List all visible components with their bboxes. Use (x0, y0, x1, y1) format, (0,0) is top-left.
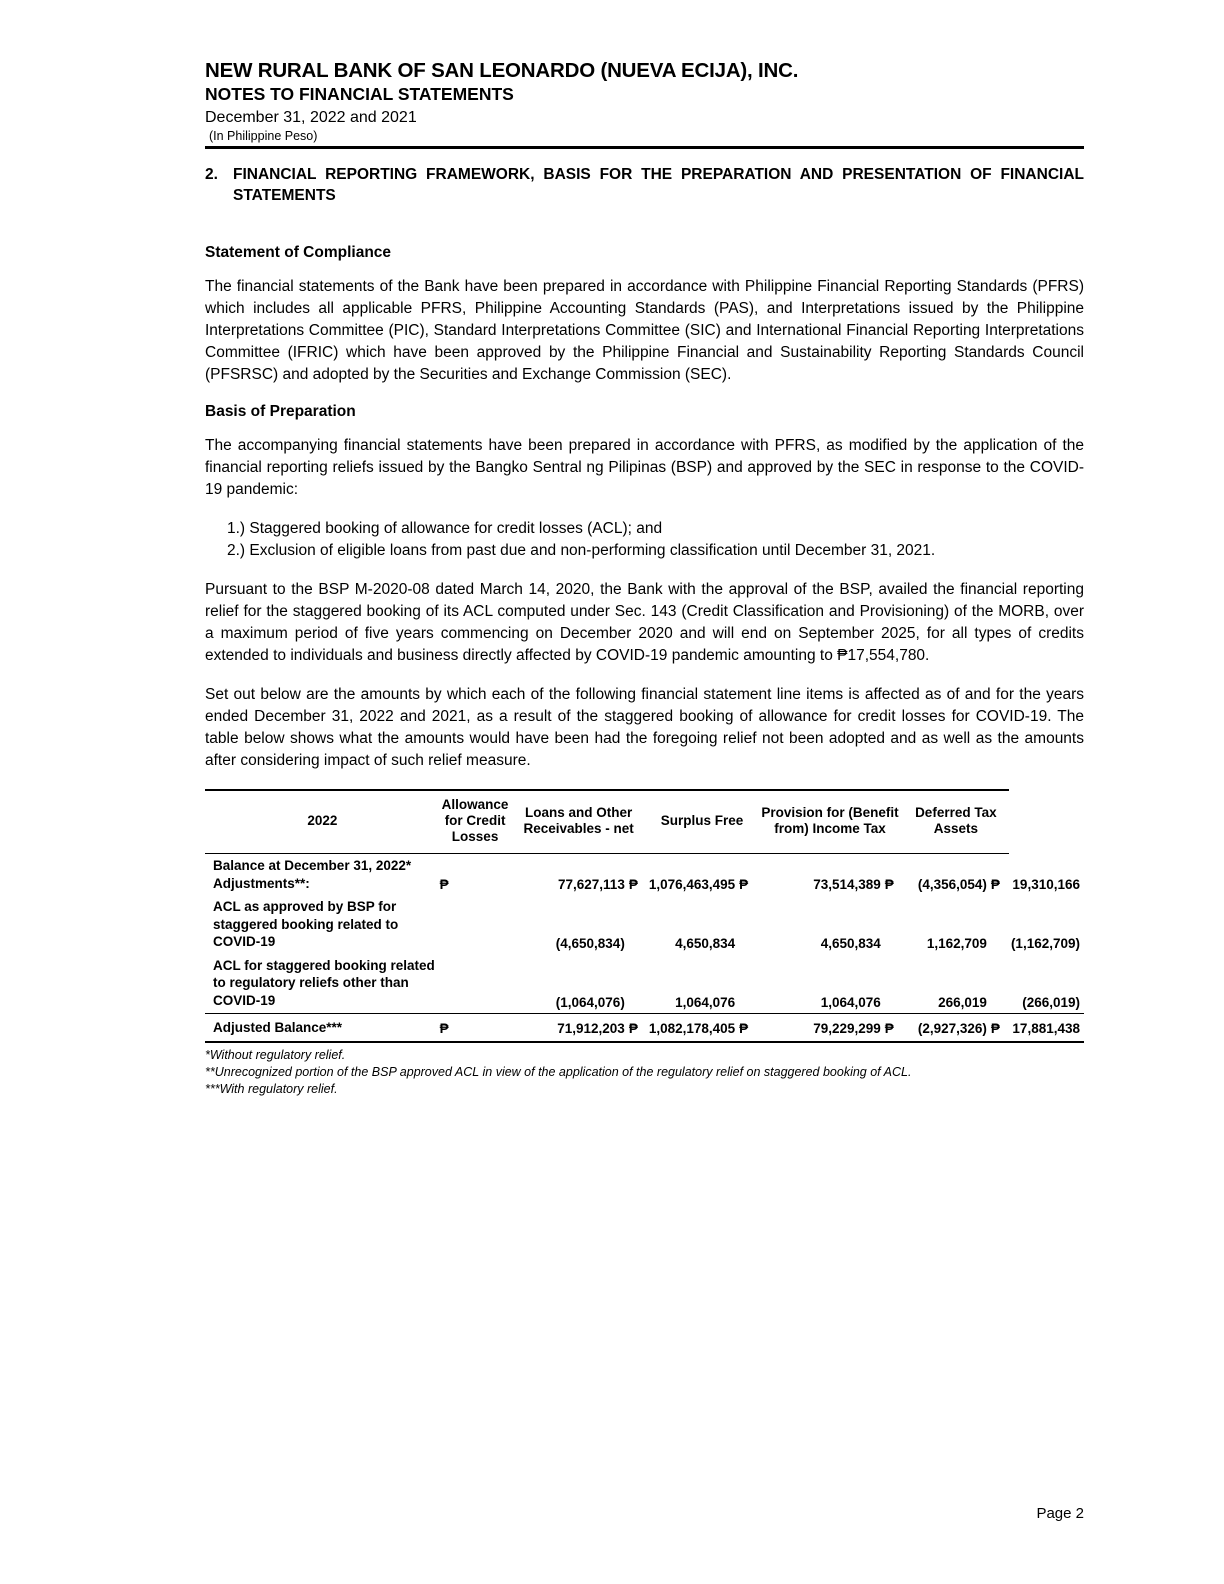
currency-spacer (739, 954, 757, 1013)
currency-spacer (885, 895, 903, 954)
page-number: Page 2 (1036, 1505, 1084, 1522)
currency-spacer (440, 954, 511, 1013)
cell-provision: (2,927,326) (903, 1013, 991, 1042)
table-row (205, 895, 1084, 954)
bank-name: NEW RURAL BANK OF SAN LEONARDO (NUEVA ECIJA), INC. (205, 59, 799, 82)
cell-surplus: 73,514,389 (813, 877, 881, 893)
cell-surplus: 79,229,299 (757, 1013, 885, 1042)
currency-symbol: ₱ (884, 877, 894, 893)
cell-loans: 4,650,834 (675, 935, 736, 951)
table-row (205, 854, 1084, 896)
cell-deferred-tax: 19,310,166 (1012, 877, 1080, 893)
cell-surplus: 4,650,834 (820, 935, 881, 951)
currency-symbol: ₱ (990, 877, 1000, 893)
currency-spacer (991, 895, 1009, 954)
document-header (205, 58, 1084, 149)
header-divider (205, 146, 1084, 149)
list-item: 2.) Exclusion of eligible loans from past due and non-performing classification until December 31, 2021. (227, 541, 936, 559)
cell-allowance: (1,064,076) (555, 994, 625, 1010)
currency-symbol: ₱ (991, 1013, 1009, 1042)
currency-spacer (440, 895, 511, 954)
paragraph-compliance: The financial statements of the Bank have been prepared in accordance with Philippine Financial Reporting Standards (PFRS) which includes all applicable PFRS, Philippine Accounting Standards (PAS), and Interpretations issued by the Philippine Interpretations Committee (PIC), Standard Interpretations Committee (SIC) and International Financial Reporting Interpretations Committee (IFRIC) which have been approved by the Philippine Financial and Sustainability Reporting Standards Council (PFSRSC) and adopted by the Securities and Exchange Commission (SEC). (205, 277, 1084, 383)
cell-allowance: 77,627,113 (558, 877, 625, 893)
cell-surplus: 1,064,076 (820, 994, 881, 1010)
paragraph-basis: The accompanying financial statements have been prepared in accordance with PFRS, as modified by the application of the financial reporting reliefs issued by the Bangko Sentral ng Pilipinas (BSP) and approved by the SEC in response to the COVID-19 pandemic: (205, 436, 1084, 498)
currency-spacer (629, 895, 647, 954)
currency-symbol: ₱ (628, 877, 638, 893)
column-header-surplus: Surplus Free (647, 790, 757, 854)
document-title: NOTES TO FINANCIAL STATEMENTS (205, 84, 514, 104)
cell-provision: 1,162,709 (926, 935, 987, 951)
note-title: FINANCIAL REPORTING FRAMEWORK, BASIS FOR THE PREPARATION AND PRESENTATION OF FINANCIAL STATEMENTS (233, 165, 1084, 204)
footnote: **Unrecognized portion of the BSP approved ACL in view of the application of the regulatory relief on staggered booking of ACL. (205, 1065, 912, 1079)
cell-allowance: (4,650,834) (555, 935, 625, 951)
document-date: December 31, 2022 and 2021 (205, 108, 417, 126)
cell-deferred-tax: (1,162,709) (1010, 935, 1080, 951)
cell-deferred-tax: (266,019) (1022, 994, 1080, 1010)
document-body (205, 165, 1084, 1098)
list-item: 1.) Staggered booking of allowance for credit losses (ACL); and (227, 519, 663, 537)
column-header-year: 2022 (205, 790, 440, 854)
currency-symbol: ₱ (629, 1013, 647, 1042)
section-heading-compliance: Statement of Compliance (205, 243, 392, 261)
currency-symbol: ₱ (439, 877, 449, 893)
cell-loans: 1,082,178,405 (647, 1013, 739, 1042)
cell-loans: 1,076,463,495 (648, 877, 736, 893)
row-label: Adjusted Balance*** (205, 1013, 440, 1042)
currency-note: (In Philippine Peso) (209, 128, 318, 143)
cell-loans: 1,064,076 (675, 994, 736, 1010)
table-body (205, 854, 1084, 1042)
cell-provision: 266,019 (938, 994, 987, 1010)
paragraph-pursuant: Pursuant to the BSP M-2020-08 dated March 14, 2020, the Bank with the approval of the BSP, availed the financial reporting relief for the staggered booking of its ACL computed under Sec. 143 (Credit Classification and Provisioning) of the MORB, over a maximum period of five years commencing on December 2020 and will end on September 2025, for all types of credits extended to individuals and business directly affected by COVID-19 pandemic amounting to ₱17,554,780. (205, 580, 1084, 664)
table-footnotes (205, 1047, 1084, 1098)
relief-list (205, 518, 1084, 562)
row-label: ACL as approved by BSP for staggered booking related to COVID-19 (213, 899, 399, 950)
footnote: *Without regulatory relief. (205, 1048, 346, 1063)
currency-spacer (629, 954, 647, 1013)
column-header-provision: Provision for (Benefit from) Income Tax (757, 790, 903, 854)
table-total-row (205, 1013, 1084, 1042)
note-heading (205, 165, 1084, 228)
row-label: ACL for staggered booking related to regulatory reliefs other than COVID-19 (213, 957, 435, 1009)
table-row (205, 954, 1084, 1013)
currency-symbol: ₱ (440, 1013, 511, 1042)
cell-provision: (4,356,054) (917, 877, 987, 893)
currency-symbol: ₱ (739, 1013, 757, 1042)
table-header (205, 790, 1084, 854)
column-header-allowance: Allowance for Credit Losses (440, 790, 511, 854)
staggered-booking-table (205, 789, 1084, 1043)
footnote: ***With regulatory relief. (205, 1081, 338, 1096)
cell-allowance: 71,912,203 (510, 1013, 628, 1042)
currency-symbol: ₱ (885, 1013, 903, 1042)
row-label: Balance at December 31, 2022* Adjustments**: (213, 858, 412, 891)
column-header-loans: Loans and Other Receivables - net (510, 790, 646, 854)
note-number: 2. (205, 165, 218, 183)
currency-spacer (885, 954, 903, 1013)
currency-spacer (991, 954, 1009, 1013)
cell-deferred-tax: 17,881,438 (1009, 1013, 1084, 1042)
currency-symbol: ₱ (739, 877, 749, 893)
column-header-deferred-tax: Deferred Tax Assets (903, 790, 1009, 854)
paragraph-setout: Set out below are the amounts by which each of the following financial statement line items is affected as of and for the years ended December 31, 2022 and 2021, as a result of the staggered booking of allowance for credit losses for COVID-19. The table below shows what the amounts would have been had the foregoing relief not been adopted and as well as the amounts after considering impact of such relief measure. (205, 685, 1084, 769)
currency-spacer (739, 895, 757, 954)
section-heading-basis: Basis of Preparation (205, 402, 356, 420)
